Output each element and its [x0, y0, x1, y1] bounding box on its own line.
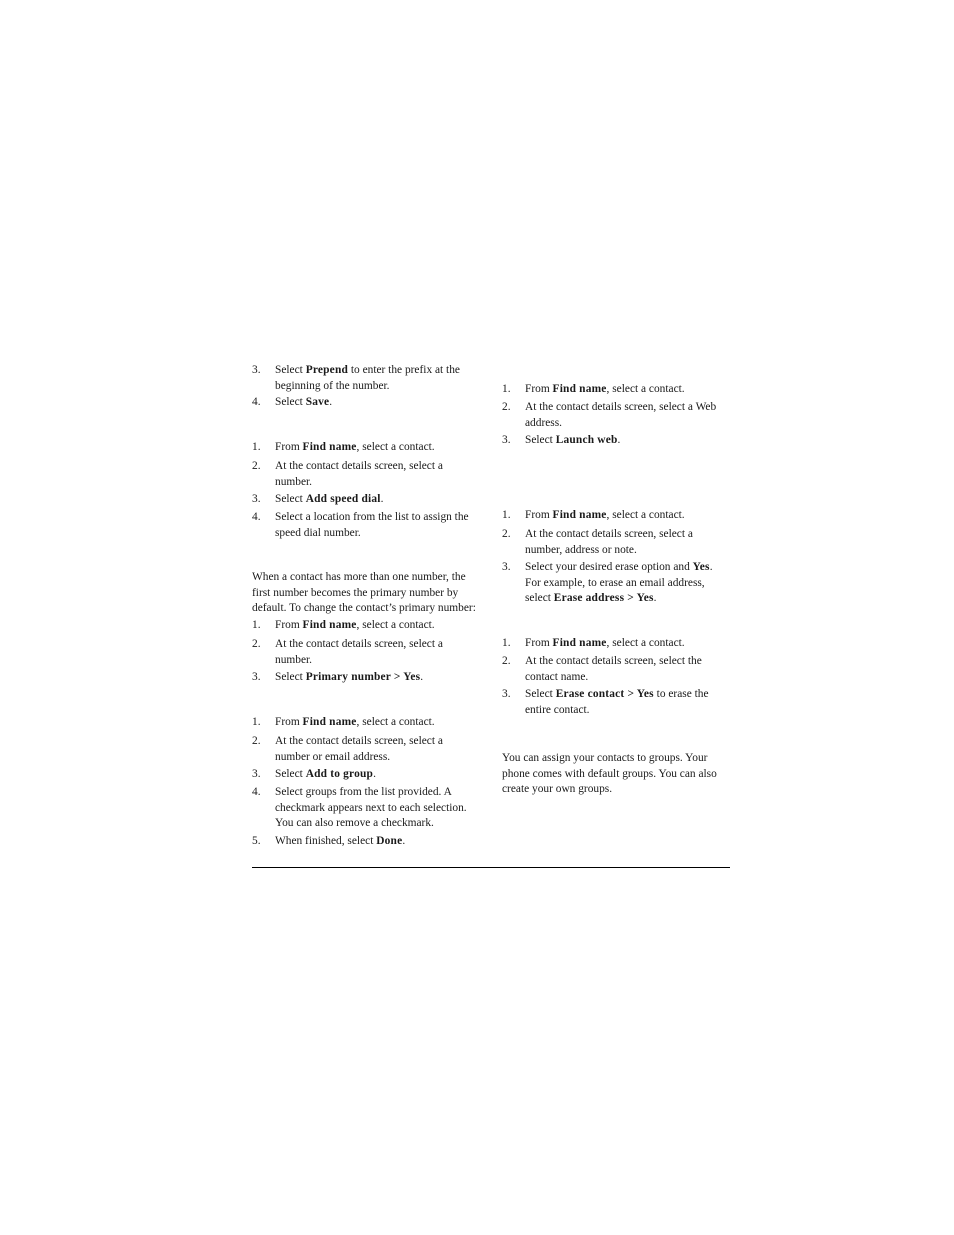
- step-text: [275, 363, 480, 394]
- step-number: 3.: [252, 364, 261, 376]
- menu-option-label: Add speed dial: [305, 493, 381, 505]
- step-text-fragment: At the contact details screen, select a number.: [275, 460, 443, 488]
- menu-option-label: Save: [305, 396, 330, 408]
- menu-option-label: Find name: [552, 509, 607, 521]
- step-number: 2.: [502, 401, 511, 413]
- step-number: 1.: [502, 637, 511, 649]
- step-text: [525, 527, 730, 558]
- step-text-fragment: From: [525, 509, 553, 521]
- step-number: 2.: [252, 735, 261, 747]
- step-text: [525, 687, 730, 718]
- step-text-fragment: Select your desired erase option and: [525, 561, 693, 573]
- step-text-fragment: . For example, to erase an email address, select: [525, 561, 713, 604]
- menu-option-label: Find name: [302, 441, 357, 453]
- step-number: 1.: [252, 716, 261, 728]
- step-text-fragment: Select: [275, 768, 306, 780]
- step-text: [525, 433, 730, 449]
- step-number: 2.: [502, 655, 511, 667]
- step-text-fragment: Select: [275, 671, 306, 683]
- step-text: [525, 382, 730, 398]
- menu-option-label: Find name: [552, 383, 607, 395]
- step-text-fragment: Select: [275, 493, 306, 505]
- step-text: [275, 395, 480, 411]
- step-number: 3.: [252, 671, 261, 683]
- menu-option-label: Erase contact > Yes: [555, 688, 654, 700]
- step-number: 3.: [502, 434, 511, 446]
- step-text: [275, 637, 480, 668]
- step-text-fragment: .: [373, 768, 376, 780]
- step-text-fragment: , select a contact.: [606, 637, 685, 649]
- step-text: [275, 715, 480, 731]
- menu-option-label: Done: [376, 835, 403, 847]
- step-text: [275, 785, 480, 832]
- step-text-fragment: .: [402, 835, 406, 847]
- step-text-fragment: .: [380, 493, 384, 505]
- step-text-fragment: At the contact details screen, select the contact name.: [525, 655, 702, 683]
- step-number: 1.: [252, 441, 261, 453]
- menu-option-label: Find name: [302, 619, 357, 631]
- menu-option-label: Primary number > Yes: [305, 671, 421, 683]
- step-text-fragment: From: [275, 716, 303, 728]
- step-number: 1.: [252, 619, 261, 631]
- step-text-fragment: .: [420, 671, 424, 683]
- step-text-fragment: Select: [275, 396, 306, 408]
- step-number: 4.: [252, 396, 261, 408]
- primary-number-intro: When a contact has more than one number, the first number becomes the primary number by default. To change the contact’s primary number:: [252, 571, 476, 614]
- step-number: 1.: [502, 383, 511, 395]
- step-text-fragment: When finished, select: [275, 835, 377, 847]
- step-number: 2.: [252, 460, 261, 472]
- step-text: [525, 636, 730, 652]
- step-text-fragment: From: [525, 383, 553, 395]
- step-text-fragment: Select: [275, 364, 306, 376]
- step-text: [525, 508, 730, 524]
- step-text-fragment: , select a contact.: [606, 509, 685, 521]
- step-text: [525, 654, 730, 685]
- step-text-fragment: .: [653, 592, 657, 604]
- step-text-fragment: From: [275, 619, 303, 631]
- step-text: [275, 459, 480, 490]
- menu-option-label: Find name: [302, 716, 357, 728]
- footer-rule: [252, 867, 730, 868]
- step-text-fragment: , select a contact.: [356, 716, 435, 728]
- step-text-fragment: Select groups from the list provided. A checkmark appears next to each selection. You can also remove a checkmark.: [275, 786, 467, 829]
- menu-option-label: Prepend: [305, 364, 349, 376]
- step-text-fragment: , select a contact.: [356, 441, 435, 453]
- step-text: [525, 400, 730, 431]
- step-number: 3.: [252, 493, 261, 505]
- step-number: 1.: [502, 509, 511, 521]
- step-text-fragment: to enter the prefix at the beginning of the number.: [275, 364, 460, 392]
- step-text: [275, 440, 480, 456]
- step-text-fragment: to erase the entire contact.: [525, 688, 709, 716]
- step-number: 5.: [252, 835, 261, 847]
- step-text-fragment: , select a contact.: [356, 619, 435, 631]
- step-text-fragment: .: [617, 434, 621, 446]
- step-text-fragment: At the contact details screen, select a number.: [275, 638, 443, 666]
- step-number: 2.: [252, 638, 261, 650]
- step-text: [525, 560, 730, 607]
- step-text: [275, 767, 480, 783]
- menu-option-label: Yes: [692, 561, 710, 573]
- groups-intro: You can assign your contacts to groups. Your phone comes with default groups. You can also create your own groups.: [502, 752, 717, 795]
- step-text-fragment: Select: [525, 434, 556, 446]
- menu-option-label: Launch web: [555, 434, 618, 446]
- step-text-fragment: Select: [525, 688, 556, 700]
- step-text: [275, 670, 480, 686]
- step-text-fragment: At the contact details screen, select a number or email address.: [275, 735, 443, 763]
- step-number: 3.: [502, 688, 511, 700]
- step-number: 4.: [252, 511, 261, 523]
- step-number: 3.: [252, 768, 261, 780]
- menu-option-label: Erase address > Yes: [553, 592, 654, 604]
- step-text: [275, 734, 480, 765]
- step-number: 4.: [252, 786, 261, 798]
- menu-option-label: Find name: [552, 637, 607, 649]
- step-number: 3.: [502, 561, 511, 573]
- step-text-fragment: At the contact details screen, select a Web address.: [525, 401, 717, 429]
- step-text-fragment: From: [525, 637, 553, 649]
- step-text: [275, 834, 480, 850]
- step-text-fragment: Select a location from the list to assign the speed dial number.: [275, 511, 469, 539]
- step-text: [275, 618, 480, 634]
- step-text: [275, 492, 480, 508]
- step-text: [275, 510, 480, 541]
- step-text-fragment: .: [329, 396, 333, 408]
- step-text-fragment: , select a contact.: [606, 383, 685, 395]
- step-number: 2.: [502, 528, 511, 540]
- menu-option-label: Add to group: [305, 768, 374, 780]
- step-text-fragment: At the contact details screen, select a number, address or note.: [525, 528, 693, 556]
- step-text-fragment: From: [275, 441, 303, 453]
